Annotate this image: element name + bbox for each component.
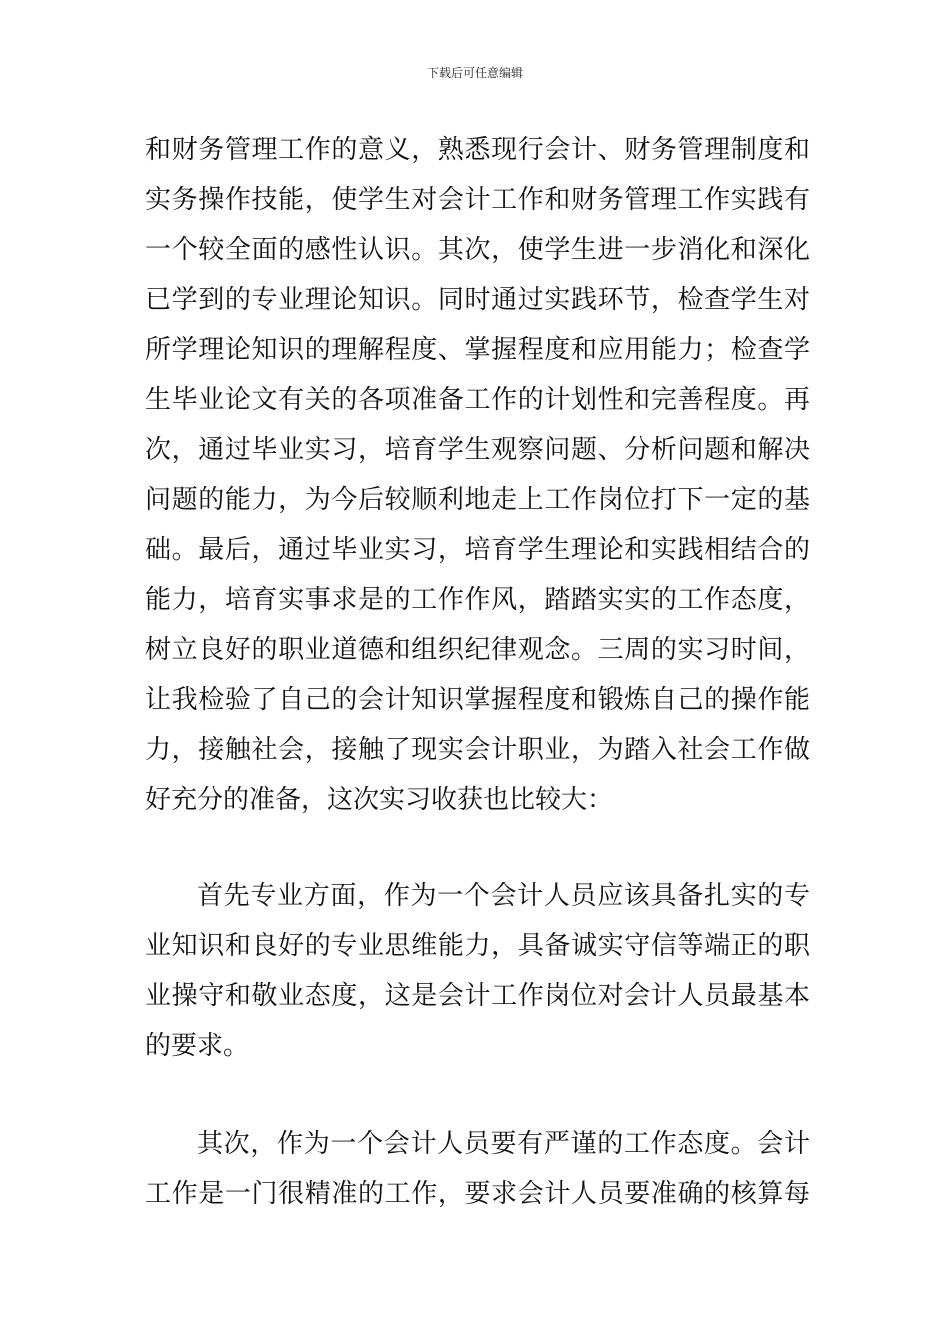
paragraph-2	[145, 871, 810, 1071]
text-line: 次，通过毕业实习，培育学生观察问题、分析问题和解决	[145, 435, 810, 465]
paragraph-1	[145, 125, 810, 825]
text-line: 工作是一门很精准的工作，要求会计人员要准确的核算每	[145, 1179, 810, 1209]
text-line: 所学理论知识的理解程度、掌握程度和应用能力；检查学	[145, 335, 810, 365]
text-line: 好充分的准备，这次实习收获也比较大：	[145, 785, 614, 815]
text-line: 其次，作为一个会计人员要有严谨的工作态度。会计	[197, 1129, 810, 1159]
text-line: 一个较全面的感性认识。其次，使学生进一步消化和深化	[145, 235, 810, 265]
text-line: 实务操作技能，使学生对会计工作和财务管理工作实践有	[145, 185, 810, 215]
text-line: 让我检验了自己的会计知识掌握程度和锻炼自己的操作能	[145, 685, 810, 715]
text-line: 业操守和敬业态度，这是会计工作岗位对会计人员最基本	[145, 981, 810, 1011]
text-line: 树立良好的职业道德和组织纪律观念。三周的实习时间，	[145, 635, 810, 665]
text-line: 能力，培育实事求是的工作作风，踏踏实实的工作态度，	[145, 585, 810, 615]
paragraph-3	[145, 1119, 810, 1219]
text-line: 生毕业论文有关的各项准备工作的计划性和完善程度。再	[145, 385, 810, 415]
text-line: 已学到的专业理论知识。同时通过实践环节，检查学生对	[145, 285, 810, 315]
text-line: 力，接触社会，接触了现实会计职业，为踏入社会工作做	[145, 735, 810, 765]
page-header: 下载后可任意编辑	[426, 66, 523, 80]
text-line: 业知识和良好的专业思维能力，具备诚实守信等端正的职	[145, 931, 810, 961]
text-line: 和财务管理工作的意义，熟悉现行会计、财务管理制度和	[145, 135, 810, 165]
text-line: 首先专业方面，作为一个会计人员应该具备扎实的专	[197, 881, 810, 911]
text-line: 问题的能力，为今后较顺利地走上工作岗位打下一定的基	[145, 485, 810, 515]
text-line: 的要求。	[145, 1031, 250, 1061]
text-line: 础。最后，通过毕业实习，培育学生理论和实践相结合的	[145, 535, 810, 565]
